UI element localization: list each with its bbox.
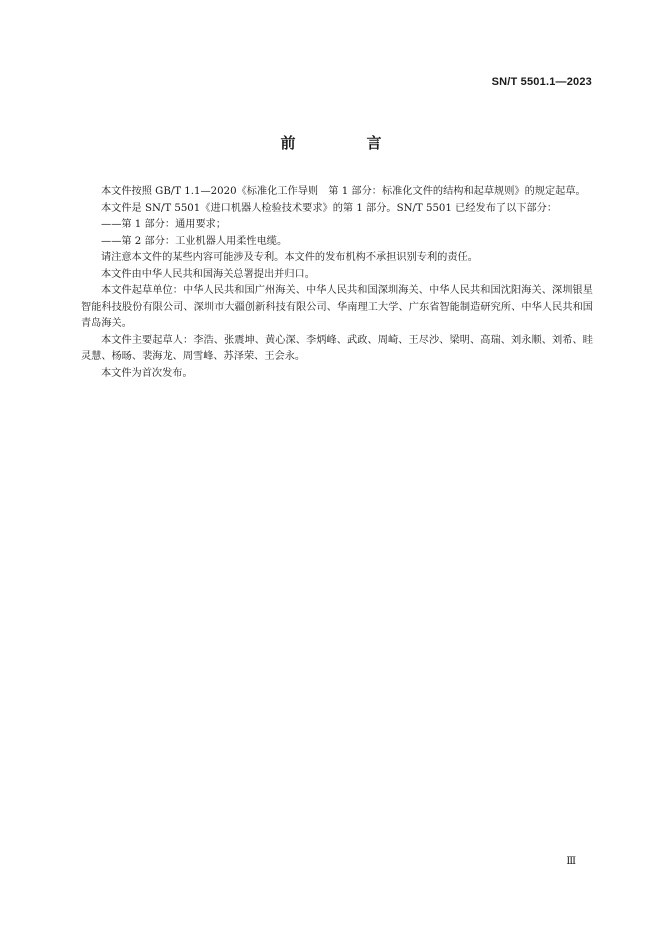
paragraph-drafting-units: 本文件起草单位：中华人民共和国广州海关、中华人民共和国深圳海关、中华人民共和国沈阳海关、深圳银星智能科技股份有限公司、深圳市大疆创新科技有限公司、华南理工大学、广东省智能制造研究所、中华人民共和国青岛海关。: [81, 285, 593, 329]
paragraph-drafting-rules: 本文件按照 GB/T 1.1—2020《标准化工作导则 第 1 部分：标准化文件的结构和起草规则》的规定起草。: [101, 186, 586, 197]
standard-code: SN/T 5501.1—2023: [491, 76, 592, 88]
list-item-part-2: ——第 2 部分：工业机器人用柔性电缆。: [101, 235, 288, 247]
page-number: Ⅲ: [566, 856, 576, 867]
paragraph-main-drafters: 本文件主要起草人：李浩、张震坤、黄心深、李炳峰、武政、周崎、王尽沙、梁明、高瑞、刘永顺、刘希、眭灵慧、杨旸、裴海龙、周雪峰、苏泽荣、王会永。: [81, 334, 593, 362]
list-item-part-1: ——第 1 部分：通用要求；: [101, 219, 227, 230]
paragraph-series-parts: 本文件是 SN/T 5501《进口机器人检验技术要求》的第 1 部分。SN/T 5501 已经发布了以下部分：: [101, 202, 558, 214]
paragraph-patent-notice: 请注意本文件的某些内容可能涉及专利。本文件的发布机构不承担识别专利的责任。: [101, 252, 478, 263]
paragraph-proposer: 本文件由中华人民共和国海关总署提出并归口。: [101, 268, 315, 280]
document-body: [81, 184, 593, 382]
page-title: 前 言: [280, 134, 410, 152]
paragraph-first-release: 本文件为首次发布。: [101, 367, 193, 379]
